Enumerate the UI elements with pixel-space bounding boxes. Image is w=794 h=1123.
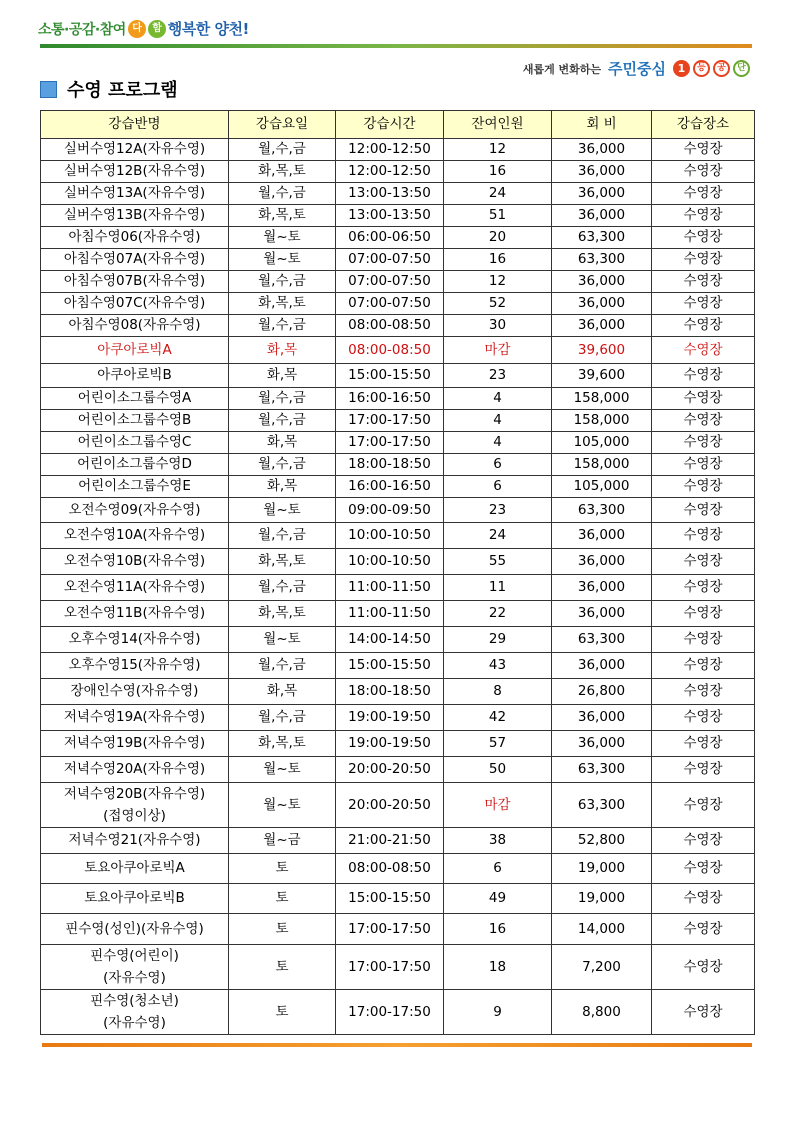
column-header: 강습요일 xyxy=(229,111,336,139)
cell-time: 09:00-09:50 xyxy=(336,498,444,523)
cell-time: 17:00-17:50 xyxy=(336,432,444,454)
cell-place: 수영장 xyxy=(652,271,755,293)
table-row xyxy=(41,337,755,364)
cell-fee: 19,000 xyxy=(552,884,652,914)
cell-time: 19:00-19:50 xyxy=(336,731,444,757)
cell-name: 오전수영11B(자유수영) xyxy=(41,601,229,627)
cell-days: 월,수,금 xyxy=(229,653,336,679)
cell-place: 수영장 xyxy=(652,364,755,388)
cell-place: 수영장 xyxy=(652,454,755,476)
cell-remain: 마감 xyxy=(444,783,552,828)
column-header: 강습장소 xyxy=(652,111,755,139)
cell-time: 15:00-15:50 xyxy=(336,364,444,388)
cell-remain: 6 xyxy=(444,854,552,884)
cell-days: 토 xyxy=(229,990,336,1035)
tagline-text: 새롭게 변화하는 xyxy=(522,62,602,76)
cell-time: 16:00-16:50 xyxy=(336,388,444,410)
cell-days: 화,목 xyxy=(229,476,336,498)
column-header: 강습시간 xyxy=(336,111,444,139)
table-row xyxy=(41,315,755,337)
cell-days: 화,목,토 xyxy=(229,549,336,575)
cell-name: 실버수영13B(자유수영) xyxy=(41,205,229,227)
cell-days: 월~금 xyxy=(229,828,336,854)
cell-time: 07:00-07:50 xyxy=(336,249,444,271)
cell-remain: 20 xyxy=(444,227,552,249)
cell-remain: 16 xyxy=(444,914,552,945)
cell-days: 화,목,토 xyxy=(229,293,336,315)
tagline-circle-2: 등 xyxy=(693,60,710,77)
cell-remain: 4 xyxy=(444,410,552,432)
cell-place: 수영장 xyxy=(652,410,755,432)
cell-place: 수영장 xyxy=(652,498,755,523)
cell-days: 화,목,토 xyxy=(229,731,336,757)
cell-days: 월,수,금 xyxy=(229,271,336,293)
cell-name: 저녁수영21(자유수영) xyxy=(41,828,229,854)
cell-fee: 36,000 xyxy=(552,575,652,601)
cell-remain: 23 xyxy=(444,498,552,523)
cell-fee: 36,000 xyxy=(552,161,652,183)
cell-place: 수영장 xyxy=(652,523,755,549)
cell-days: 화,목,토 xyxy=(229,601,336,627)
table-row xyxy=(41,410,755,432)
cell-days: 월,수,금 xyxy=(229,523,336,549)
cell-fee: 36,000 xyxy=(552,293,652,315)
cell-place: 수영장 xyxy=(652,388,755,410)
cell-place: 수영장 xyxy=(652,679,755,705)
section-title: 수영 프로그램 xyxy=(67,80,178,101)
cell-fee: 14,000 xyxy=(552,914,652,945)
cell-remain: 11 xyxy=(444,575,552,601)
table-row xyxy=(41,271,755,293)
cell-name: 아쿠아로빅B xyxy=(41,364,229,388)
cell-name: 오전수영10A(자유수영) xyxy=(41,523,229,549)
cell-remain: 30 xyxy=(444,315,552,337)
cell-place: 수영장 xyxy=(652,990,755,1035)
slogan-logo xyxy=(38,18,249,39)
cell-time: 18:00-18:50 xyxy=(336,679,444,705)
cell-fee: 36,000 xyxy=(552,549,652,575)
cell-remain: 38 xyxy=(444,828,552,854)
cell-remain: 24 xyxy=(444,183,552,205)
cell-remain: 57 xyxy=(444,731,552,757)
cell-place: 수영장 xyxy=(652,945,755,990)
cell-place: 수영장 xyxy=(652,914,755,945)
cell-place: 수영장 xyxy=(652,249,755,271)
cell-fee: 19,000 xyxy=(552,854,652,884)
cell-name: 토요아쿠아로빅A xyxy=(41,854,229,884)
cell-place: 수영장 xyxy=(652,731,755,757)
cell-remain: 16 xyxy=(444,249,552,271)
cell-time: 12:00-12:50 xyxy=(336,139,444,161)
cell-days: 토 xyxy=(229,945,336,990)
table-row xyxy=(41,476,755,498)
cell-remain: 49 xyxy=(444,884,552,914)
cell-time: 10:00-10:50 xyxy=(336,523,444,549)
cell-days: 월,수,금 xyxy=(229,454,336,476)
footer-divider xyxy=(42,1043,752,1047)
cell-fee: 36,000 xyxy=(552,653,652,679)
cell-place: 수영장 xyxy=(652,757,755,783)
cell-place: 수영장 xyxy=(652,549,755,575)
cell-time: 17:00-17:50 xyxy=(336,914,444,945)
tagline-bold: 주민중심 xyxy=(608,60,666,78)
cell-remain: 24 xyxy=(444,523,552,549)
cell-fee: 26,800 xyxy=(552,679,652,705)
cell-time: 11:00-11:50 xyxy=(336,601,444,627)
cell-days: 월~토 xyxy=(229,227,336,249)
cell-name: 어린이소그룹수영D xyxy=(41,454,229,476)
cell-place: 수영장 xyxy=(652,575,755,601)
table-row xyxy=(41,549,755,575)
cell-remain: 22 xyxy=(444,601,552,627)
table-row xyxy=(41,139,755,161)
cell-days: 월~토 xyxy=(229,627,336,653)
cell-fee: 63,300 xyxy=(552,227,652,249)
cell-days: 월~토 xyxy=(229,498,336,523)
cell-place: 수영장 xyxy=(652,183,755,205)
cell-name: 어린이소그룹수영B xyxy=(41,410,229,432)
table-row xyxy=(41,432,755,454)
table-row xyxy=(41,161,755,183)
cell-remain: 8 xyxy=(444,679,552,705)
cell-days: 월,수,금 xyxy=(229,575,336,601)
cell-name: 오후수영14(자유수영) xyxy=(41,627,229,653)
cell-place: 수영장 xyxy=(652,293,755,315)
cell-time: 20:00-20:50 xyxy=(336,783,444,828)
cell-fee: 105,000 xyxy=(552,476,652,498)
square-bullet-icon xyxy=(40,81,57,98)
cell-days: 월,수,금 xyxy=(229,139,336,161)
table-row xyxy=(41,990,755,1035)
cell-days: 토 xyxy=(229,914,336,945)
cell-name: 어린이소그룹수영E xyxy=(41,476,229,498)
cell-place: 수영장 xyxy=(652,601,755,627)
cell-place: 수영장 xyxy=(652,432,755,454)
column-header: 잔여인원 xyxy=(444,111,552,139)
table-row xyxy=(41,498,755,523)
table-row xyxy=(41,731,755,757)
cell-name: 저녁수영19A(자유수영) xyxy=(41,705,229,731)
cell-name: 실버수영12A(자유수영) xyxy=(41,139,229,161)
cell-name: 아쿠아로빅A xyxy=(41,337,229,364)
cell-remain: 43 xyxy=(444,653,552,679)
cell-remain: 마감 xyxy=(444,337,552,364)
table-row xyxy=(41,705,755,731)
cell-time: 17:00-17:50 xyxy=(336,945,444,990)
cell-fee: 36,000 xyxy=(552,523,652,549)
cell-days: 월,수,금 xyxy=(229,315,336,337)
cell-fee: 63,300 xyxy=(552,498,652,523)
cell-remain: 52 xyxy=(444,293,552,315)
cell-place: 수영장 xyxy=(652,161,755,183)
cell-days: 화,목,토 xyxy=(229,161,336,183)
cell-remain: 9 xyxy=(444,990,552,1035)
cell-fee: 39,600 xyxy=(552,364,652,388)
cell-days: 화,목 xyxy=(229,432,336,454)
cell-time: 08:00-08:50 xyxy=(336,854,444,884)
cell-fee: 63,300 xyxy=(552,627,652,653)
cell-time: 21:00-21:50 xyxy=(336,828,444,854)
cell-time: 14:00-14:50 xyxy=(336,627,444,653)
cell-remain: 16 xyxy=(444,161,552,183)
cell-fee: 63,300 xyxy=(552,757,652,783)
cell-place: 수영장 xyxy=(652,227,755,249)
slogan-badge-2: 함 xyxy=(148,20,166,38)
cell-time: 13:00-13:50 xyxy=(336,205,444,227)
section-heading xyxy=(40,76,178,102)
cell-time: 18:00-18:50 xyxy=(336,454,444,476)
cell-place: 수영장 xyxy=(652,854,755,884)
cell-fee: 52,800 xyxy=(552,828,652,854)
cell-remain: 23 xyxy=(444,364,552,388)
cell-days: 토 xyxy=(229,854,336,884)
cell-name: 아침수영06(자유수영) xyxy=(41,227,229,249)
cell-fee: 36,000 xyxy=(552,315,652,337)
cell-time: 16:00-16:50 xyxy=(336,476,444,498)
cell-place: 수영장 xyxy=(652,627,755,653)
table-row xyxy=(41,914,755,945)
cell-days: 월,수,금 xyxy=(229,410,336,432)
cell-remain: 12 xyxy=(444,139,552,161)
cell-place: 수영장 xyxy=(652,139,755,161)
cell-place: 수영장 xyxy=(652,705,755,731)
cell-remain: 29 xyxy=(444,627,552,653)
cell-remain: 18 xyxy=(444,945,552,990)
table-row xyxy=(41,945,755,990)
cell-place: 수영장 xyxy=(652,476,755,498)
cell-time: 10:00-10:50 xyxy=(336,549,444,575)
cell-name: 핀수영(어린이) (자유수영) xyxy=(41,945,229,990)
cell-name: 저녁수영20B(자유수영) (접영이상) xyxy=(41,783,229,828)
cell-fee: 8,800 xyxy=(552,990,652,1035)
cell-days: 토 xyxy=(229,884,336,914)
table-row xyxy=(41,884,755,914)
cell-days: 월,수,금 xyxy=(229,388,336,410)
column-header: 강습반명 xyxy=(41,111,229,139)
slogan-prefix: 소통·공감·참여 xyxy=(38,21,126,38)
cell-time: 11:00-11:50 xyxy=(336,575,444,601)
cell-name: 오전수영10B(자유수영) xyxy=(41,549,229,575)
cell-place: 수영장 xyxy=(652,337,755,364)
cell-fee: 63,300 xyxy=(552,783,652,828)
slogan-badge-1: 다 xyxy=(128,20,146,38)
column-header: 회 비 xyxy=(552,111,652,139)
table-row xyxy=(41,854,755,884)
cell-name: 어린이소그룹수영C xyxy=(41,432,229,454)
cell-fee: 158,000 xyxy=(552,388,652,410)
cell-time: 08:00-08:50 xyxy=(336,315,444,337)
cell-name: 실버수영13A(자유수영) xyxy=(41,183,229,205)
header-divider xyxy=(40,44,752,48)
cell-remain: 6 xyxy=(444,454,552,476)
table-row xyxy=(41,828,755,854)
cell-time: 07:00-07:50 xyxy=(336,271,444,293)
table-row xyxy=(41,388,755,410)
cell-days: 월~토 xyxy=(229,783,336,828)
cell-fee: 63,300 xyxy=(552,249,652,271)
cell-place: 수영장 xyxy=(652,884,755,914)
table-row xyxy=(41,293,755,315)
cell-place: 수영장 xyxy=(652,828,755,854)
table-row xyxy=(41,454,755,476)
cell-name: 오전수영09(자유수영) xyxy=(41,498,229,523)
tagline-logo xyxy=(523,58,750,79)
cell-remain: 50 xyxy=(444,757,552,783)
cell-name: 어린이소그룹수영A xyxy=(41,388,229,410)
cell-place: 수영장 xyxy=(652,783,755,828)
cell-fee: 158,000 xyxy=(552,454,652,476)
cell-fee: 36,000 xyxy=(552,731,652,757)
table-header-row xyxy=(41,111,755,139)
cell-time: 17:00-17:50 xyxy=(336,410,444,432)
cell-fee: 36,000 xyxy=(552,183,652,205)
tagline-circle-1: 1 xyxy=(673,60,690,77)
cell-name: 실버수영12B(자유수영) xyxy=(41,161,229,183)
cell-time: 15:00-15:50 xyxy=(336,884,444,914)
cell-name: 저녁수영20A(자유수영) xyxy=(41,757,229,783)
cell-place: 수영장 xyxy=(652,653,755,679)
table-row xyxy=(41,627,755,653)
table-row xyxy=(41,183,755,205)
cell-name: 핀수영(성인)(자유수영) xyxy=(41,914,229,945)
program-table xyxy=(40,110,755,1035)
cell-time: 06:00-06:50 xyxy=(336,227,444,249)
cell-remain: 42 xyxy=(444,705,552,731)
tagline-circle-4: 단 xyxy=(733,60,750,77)
table-row xyxy=(41,249,755,271)
cell-name: 아침수영07A(자유수영) xyxy=(41,249,229,271)
cell-remain: 12 xyxy=(444,271,552,293)
cell-fee: 36,000 xyxy=(552,271,652,293)
cell-days: 화,목 xyxy=(229,337,336,364)
cell-remain: 4 xyxy=(444,432,552,454)
cell-days: 월,수,금 xyxy=(229,705,336,731)
cell-place: 수영장 xyxy=(652,315,755,337)
cell-time: 20:00-20:50 xyxy=(336,757,444,783)
cell-name: 토요아쿠아로빅B xyxy=(41,884,229,914)
cell-remain: 55 xyxy=(444,549,552,575)
table-row xyxy=(41,364,755,388)
cell-time: 17:00-17:50 xyxy=(336,990,444,1035)
table-row xyxy=(41,523,755,549)
cell-time: 15:00-15:50 xyxy=(336,653,444,679)
cell-fee: 36,000 xyxy=(552,205,652,227)
cell-fee: 36,000 xyxy=(552,601,652,627)
cell-fee: 39,600 xyxy=(552,337,652,364)
table-row xyxy=(41,757,755,783)
cell-name: 장애인수영(자유수영) xyxy=(41,679,229,705)
cell-days: 월~토 xyxy=(229,757,336,783)
cell-name: 아침수영07B(자유수영) xyxy=(41,271,229,293)
cell-time: 08:00-08:50 xyxy=(336,337,444,364)
cell-remain: 51 xyxy=(444,205,552,227)
cell-time: 19:00-19:50 xyxy=(336,705,444,731)
slogan-suffix: 행복한 양천! xyxy=(167,20,249,38)
cell-days: 월,수,금 xyxy=(229,183,336,205)
table-row xyxy=(41,205,755,227)
table-row xyxy=(41,653,755,679)
cell-remain: 4 xyxy=(444,388,552,410)
cell-time: 12:00-12:50 xyxy=(336,161,444,183)
cell-fee: 158,000 xyxy=(552,410,652,432)
cell-name: 아침수영07C(자유수영) xyxy=(41,293,229,315)
cell-time: 07:00-07:50 xyxy=(336,293,444,315)
cell-name: 핀수영(청소년) (자유수영) xyxy=(41,990,229,1035)
cell-name: 오전수영11A(자유수영) xyxy=(41,575,229,601)
cell-days: 화,목,토 xyxy=(229,205,336,227)
table-row xyxy=(41,783,755,828)
table-row xyxy=(41,601,755,627)
cell-fee: 36,000 xyxy=(552,139,652,161)
table-row xyxy=(41,227,755,249)
cell-time: 13:00-13:50 xyxy=(336,183,444,205)
cell-days: 화,목 xyxy=(229,679,336,705)
cell-days: 화,목 xyxy=(229,364,336,388)
cell-place: 수영장 xyxy=(652,205,755,227)
cell-fee: 7,200 xyxy=(552,945,652,990)
table-row xyxy=(41,679,755,705)
cell-fee: 36,000 xyxy=(552,705,652,731)
table-row xyxy=(41,575,755,601)
cell-name: 아침수영08(자유수영) xyxy=(41,315,229,337)
tagline-circle-3: 공 xyxy=(713,60,730,77)
cell-name: 저녁수영19B(자유수영) xyxy=(41,731,229,757)
cell-remain: 6 xyxy=(444,476,552,498)
cell-fee: 105,000 xyxy=(552,432,652,454)
cell-name: 오후수영15(자유수영) xyxy=(41,653,229,679)
cell-days: 월~토 xyxy=(229,249,336,271)
